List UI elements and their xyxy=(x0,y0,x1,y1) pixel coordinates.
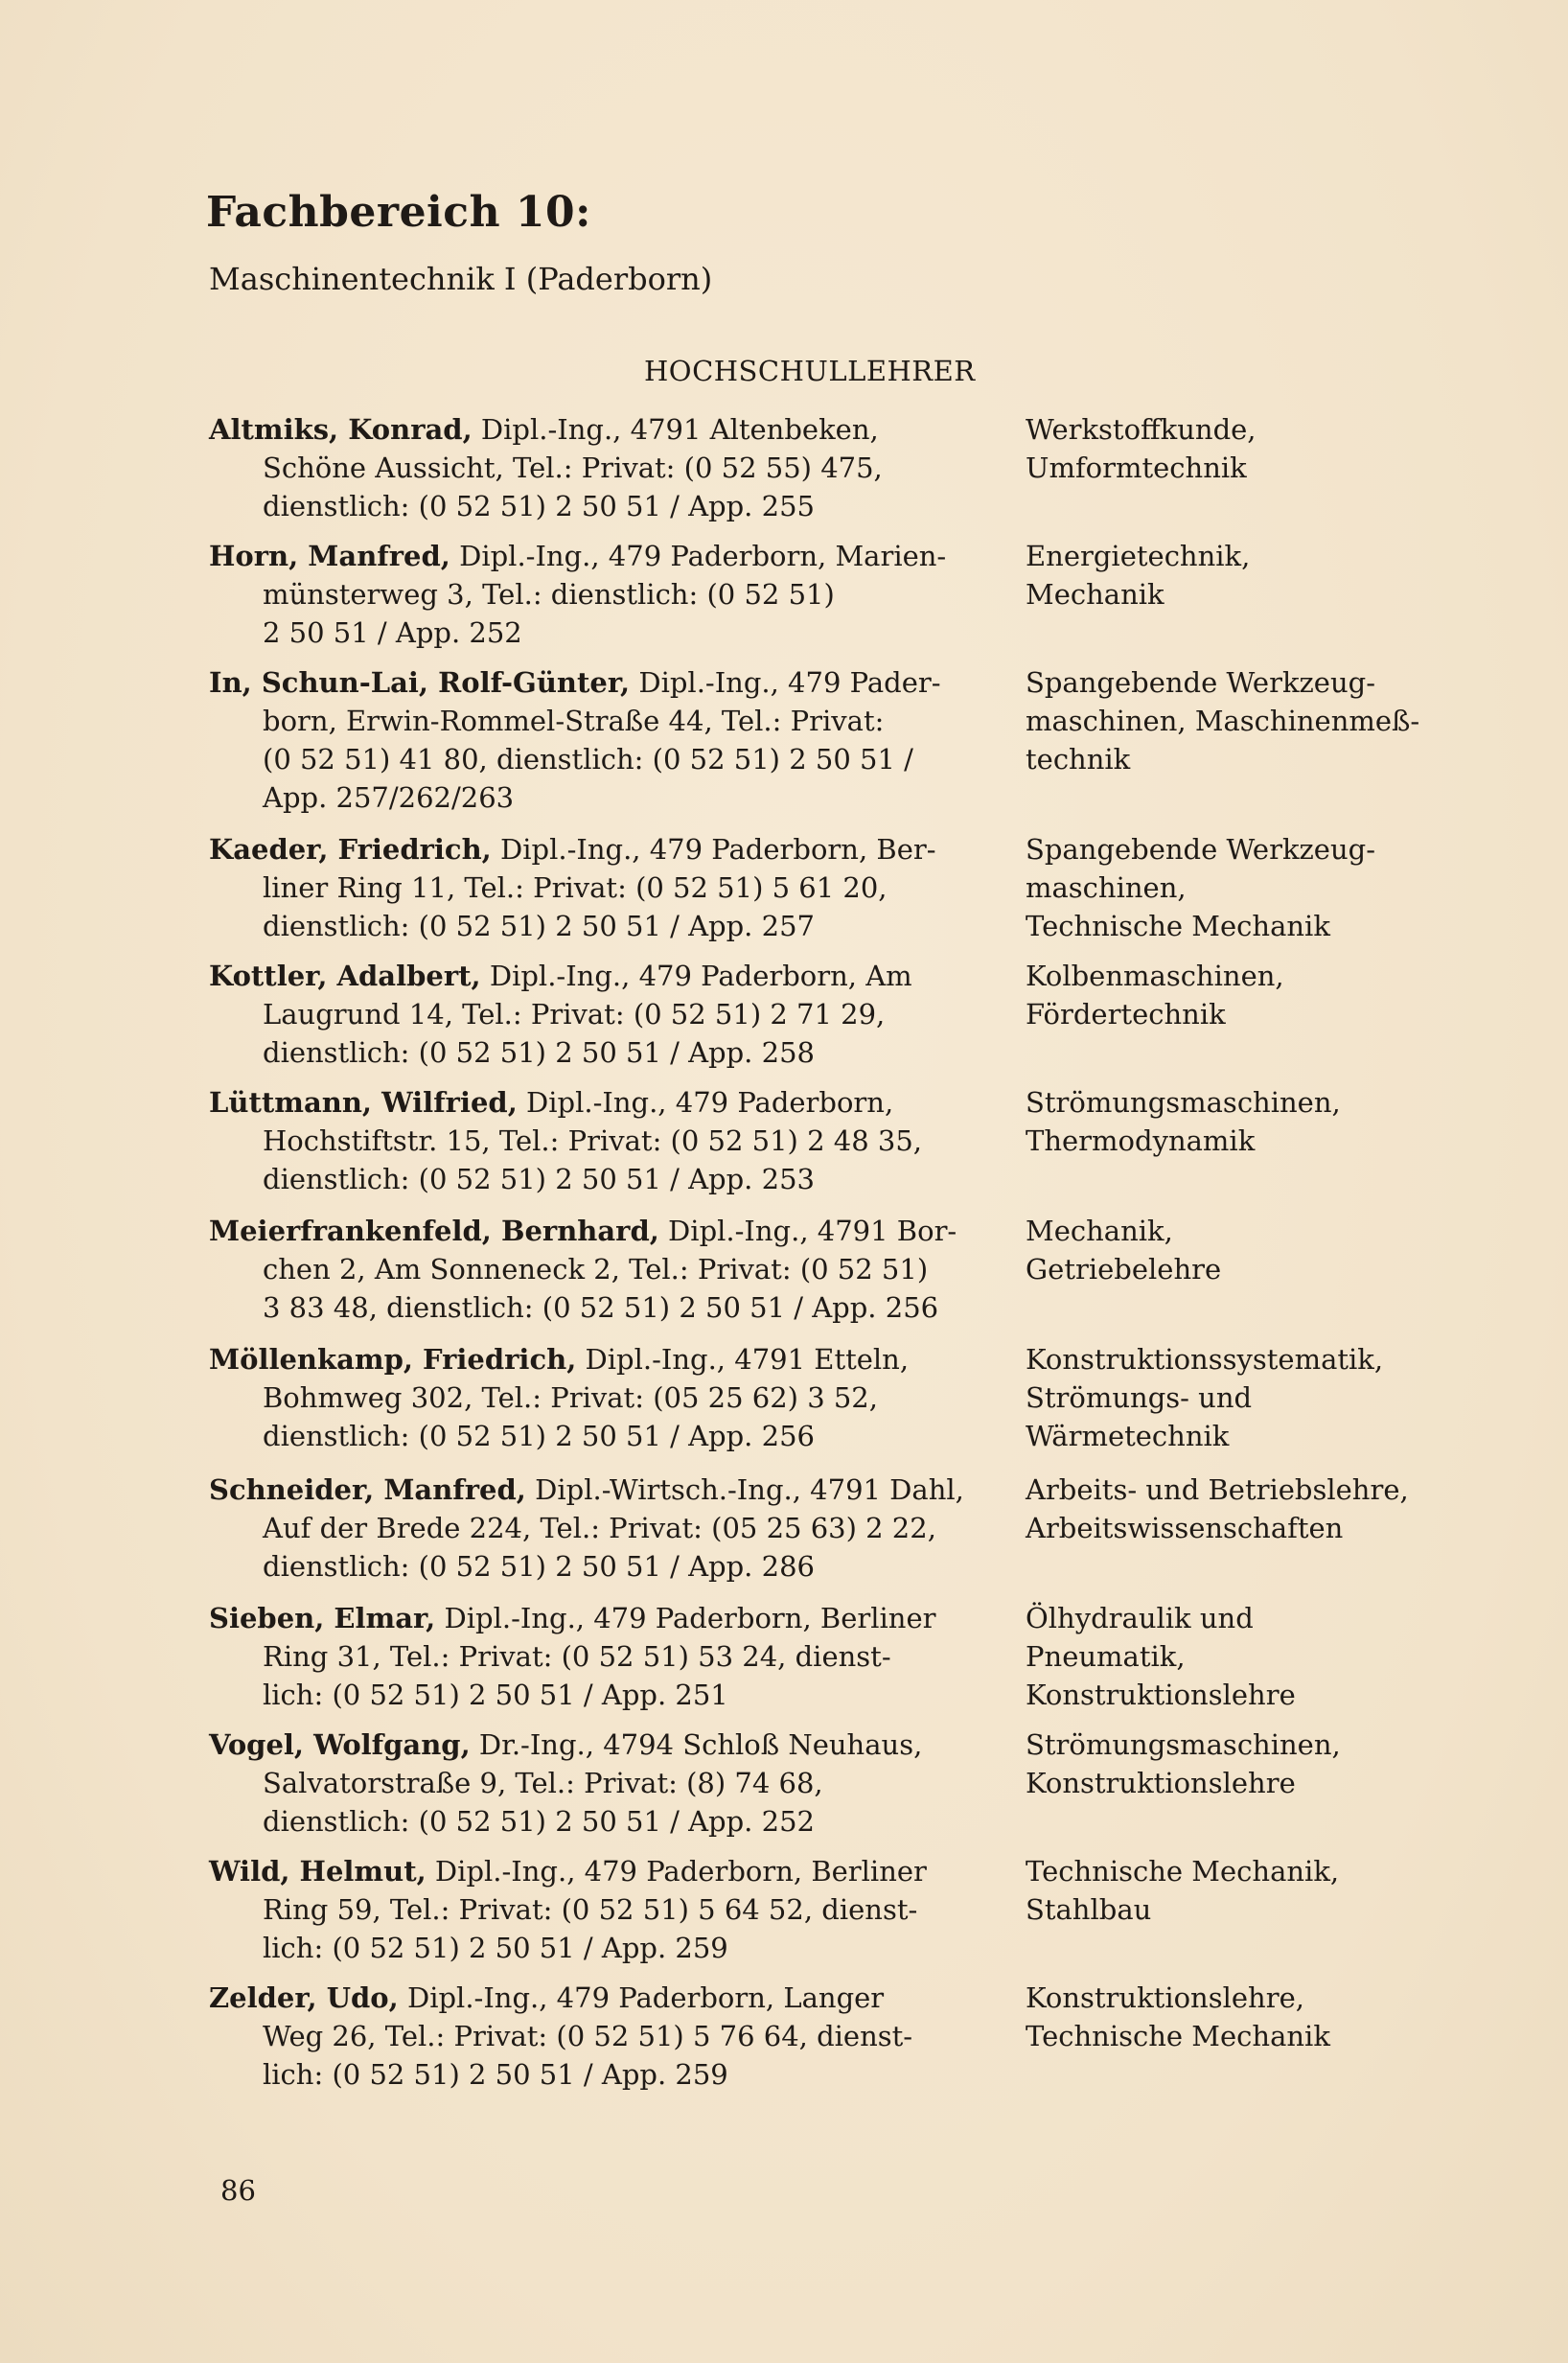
person-name: Möllenkamp, Friedrich, xyxy=(209,1343,577,1376)
entry-first-line xyxy=(209,410,995,449)
subject-area-line: Fördertechnik xyxy=(1026,998,1226,1031)
page-number: 86 xyxy=(220,2174,256,2207)
entry-continuation-line: Salvatorstraße 9, Tel.: Privat: (8) 74 68, xyxy=(263,1767,823,1799)
entry-first-line xyxy=(209,957,995,995)
entry-continuation-line: Auf der Brede 224, Tel.: Privat: (05 25 63) 2 22, xyxy=(263,1512,936,1544)
entry-line-text: Dipl.-Ing., 4791 Bor- xyxy=(658,1215,957,1247)
subject-area-line: maschinen, Maschinenmeß- xyxy=(1026,705,1420,737)
subject-areas xyxy=(1026,1599,1486,1714)
subject-area-line: Strömungsmaschinen, xyxy=(1026,1728,1341,1761)
subject-areas xyxy=(1026,663,1486,778)
subject-area-line: Konstruktionslehre, xyxy=(1026,1981,1304,2014)
subject-area-line: Arbeitswissenschaften xyxy=(1026,1512,1344,1544)
subject-area-line: Konstruktionslehre xyxy=(1026,1767,1296,1799)
entry-first-line xyxy=(209,1852,995,1890)
entry-continuation-line: chen 2, Am Sonneneck 2, Tel.: Privat: (0 52 51) xyxy=(263,1253,929,1286)
entry-line-text: Dr.-Ing., 4794 Schloß Neuhaus, xyxy=(470,1728,923,1761)
entry-continuation-line: 2 50 51 / App. 252 xyxy=(263,616,522,649)
subject-area-line: Ölhydraulik und xyxy=(1026,1602,1254,1634)
subject-area-line: Pneumatik, xyxy=(1026,1640,1186,1673)
entry-line-text: Dipl.-Ing., 479 Paderborn, Am xyxy=(480,960,912,992)
entry-details xyxy=(209,1083,995,1198)
entry-line-text: Dipl.-Ing., 479 Paderborn, Marien- xyxy=(450,540,947,572)
subject-areas xyxy=(1026,1726,1486,1802)
entry-details xyxy=(209,1212,995,1327)
subject-area-line: Mechanik xyxy=(1026,578,1164,611)
subject-area-line: technik xyxy=(1026,743,1131,776)
entry-details xyxy=(209,957,995,1072)
subject-area-line: Stahlbau xyxy=(1026,1893,1152,1926)
subject-areas xyxy=(1026,830,1486,945)
subject-areas xyxy=(1026,537,1486,614)
person-name: Sieben, Elmar, xyxy=(209,1602,436,1634)
person-name: Horn, Manfred, xyxy=(209,540,450,572)
entry-continuation-line: Weg 26, Tel.: Privat: (0 52 51) 5 76 64, dienst- xyxy=(263,2020,913,2052)
entry-first-line xyxy=(209,1979,995,2017)
subject-area-line: Technische Mechanik, xyxy=(1026,1855,1340,1888)
subject-area-line: Energietechnik, xyxy=(1026,540,1251,572)
subject-area-line: Konstruktionssystematik, xyxy=(1026,1343,1384,1376)
entry-line-text: Dipl.-Ing., 4791 Altenbeken, xyxy=(472,413,879,446)
entry-first-line xyxy=(209,537,995,575)
person-name: Kaeder, Friedrich, xyxy=(209,833,492,866)
entry-details xyxy=(209,537,995,652)
entry-details xyxy=(209,1852,995,1967)
entry-continuation-line: dienstlich: (0 52 51) 2 50 51 / App. 286 xyxy=(263,1550,815,1583)
entry-continuation-line: liner Ring 11, Tel.: Privat: (0 52 51) 5 61 20, xyxy=(263,871,888,904)
subject-area-line: Technische Mechanik xyxy=(1026,910,1330,942)
entry-details xyxy=(209,1471,995,1586)
entry-continuation-line: Bohmweg 302, Tel.: Privat: (05 25 62) 3 52, xyxy=(263,1381,878,1414)
subject-area-line: maschinen, xyxy=(1026,871,1187,904)
entry-first-line xyxy=(209,1471,995,1509)
entry-continuation-line: dienstlich: (0 52 51) 2 50 51 / App. 258 xyxy=(263,1036,815,1069)
person-name: In, Schun-Lai, Rolf-Günter, xyxy=(209,666,631,699)
subject-area-line: Spangebende Werkzeug- xyxy=(1026,666,1375,699)
entry-first-line xyxy=(209,663,995,702)
subject-areas xyxy=(1026,957,1486,1033)
entry-continuation-line: lich: (0 52 51) 2 50 51 / App. 251 xyxy=(263,1679,728,1711)
entry-continuation-line: Ring 59, Tel.: Privat: (0 52 51) 5 64 52, dienst- xyxy=(263,1893,918,1926)
subject-area-line: Arbeits- und Betriebslehre, xyxy=(1026,1473,1409,1506)
entry-first-line xyxy=(209,1340,995,1378)
entry-continuation-line: dienstlich: (0 52 51) 2 50 51 / App. 253 xyxy=(263,1163,815,1195)
subject-area-line: Umformtechnik xyxy=(1026,452,1247,484)
entry-continuation-line: Ring 31, Tel.: Privat: (0 52 51) 53 24, dienst- xyxy=(263,1640,891,1673)
subject-area-line: Kolbenmaschinen, xyxy=(1026,960,1284,992)
entry-line-text: Dipl.-Ing., 479 Paderborn, xyxy=(517,1086,894,1119)
subject-area-line: Wärmetechnik xyxy=(1026,1420,1230,1452)
person-name: Lüttmann, Wilfried, xyxy=(209,1086,518,1119)
entry-details xyxy=(209,1726,995,1841)
subject-areas xyxy=(1026,1852,1486,1929)
entry-continuation-line: lich: (0 52 51) 2 50 51 / App. 259 xyxy=(263,1932,728,1964)
person-name: Altmiks, Konrad, xyxy=(209,413,473,446)
entry-line-text: Dipl.-Ing., 479 Paderborn, Berliner xyxy=(435,1602,936,1634)
subject-area-line: Strömungs- und xyxy=(1026,1381,1253,1414)
entry-line-text: Dipl.-Ing., 479 Pader- xyxy=(630,666,941,699)
person-name: Meierfrankenfeld, Bernhard, xyxy=(209,1215,659,1247)
entry-first-line xyxy=(209,1083,995,1122)
entry-continuation-line: dienstlich: (0 52 51) 2 50 51 / App. 257 xyxy=(263,910,815,942)
person-name: Wild, Helmut, xyxy=(209,1855,427,1888)
entry-first-line xyxy=(209,1726,995,1764)
entry-continuation-line: dienstlich: (0 52 51) 2 50 51 / App. 252 xyxy=(263,1805,815,1838)
entry-line-text: Dipl.-Ing., 479 Paderborn, Berliner xyxy=(426,1855,927,1888)
subject-areas xyxy=(1026,1340,1486,1455)
entry-details xyxy=(209,1979,995,2094)
subject-area-line: Werkstoffkunde, xyxy=(1026,413,1257,446)
entry-line-text: Dipl.-Wirtsch.-Ing., 4791 Dahl, xyxy=(525,1473,964,1506)
entry-continuation-line: Schöne Aussicht, Tel.: Privat: (0 52 55) 475, xyxy=(263,452,883,484)
entry-line-text: Dipl.-Ing., 4791 Etteln, xyxy=(576,1343,910,1376)
subject-areas xyxy=(1026,410,1486,487)
person-name: Kottler, Adalbert, xyxy=(209,960,481,992)
entry-continuation-line: 3 83 48, dienstlich: (0 52 51) 2 50 51 / App. 256 xyxy=(263,1291,939,1324)
subject-area-line: Technische Mechanik xyxy=(1026,2020,1330,2052)
entry-details xyxy=(209,1340,995,1455)
subject-area-line: Getriebelehre xyxy=(1026,1253,1222,1286)
subject-area-line: Konstruktionslehre xyxy=(1026,1679,1296,1711)
entry-details xyxy=(209,1599,995,1714)
subject-area-line: Strömungsmaschinen, xyxy=(1026,1086,1341,1119)
entry-line-text: Dipl.-Ing., 479 Paderborn, Ber- xyxy=(491,833,936,866)
page-subheading: Maschinentechnik I (Paderborn) xyxy=(209,261,713,297)
subject-area-line: Mechanik, xyxy=(1026,1215,1173,1247)
entry-details xyxy=(209,410,995,525)
entry-continuation-line: App. 257/262/263 xyxy=(263,781,515,814)
person-name: Zelder, Udo, xyxy=(209,1981,399,2014)
person-name: Vogel, Wolfgang, xyxy=(209,1728,471,1761)
page-heading: Fachbereich 10: xyxy=(206,188,591,237)
subject-area-line: Spangebende Werkzeug- xyxy=(1026,833,1375,866)
person-name: Schneider, Manfred, xyxy=(209,1473,526,1506)
entry-first-line xyxy=(209,1212,995,1250)
subject-areas xyxy=(1026,1212,1486,1288)
entry-continuation-line: dienstlich: (0 52 51) 2 50 51 / App. 255 xyxy=(263,490,815,522)
entry-details xyxy=(209,830,995,945)
entry-continuation-line: born, Erwin-Rommel-Straße 44, Tel.: Privat: xyxy=(263,705,885,737)
entry-continuation-line: (0 52 51) 41 80, dienstlich: (0 52 51) 2 50 51 / xyxy=(263,743,913,776)
entry-continuation-line: Hochstiftstr. 15, Tel.: Privat: (0 52 51) 2 48 35, xyxy=(263,1124,922,1157)
entry-line-text: Dipl.-Ing., 479 Paderborn, Langer xyxy=(398,1981,885,2014)
entry-continuation-line: dienstlich: (0 52 51) 2 50 51 / App. 256 xyxy=(263,1420,815,1452)
entry-first-line xyxy=(209,830,995,869)
entry-continuation-line: lich: (0 52 51) 2 50 51 / App. 259 xyxy=(263,2058,728,2091)
subject-area-line: Thermodynamik xyxy=(1026,1124,1256,1157)
entry-continuation-line: Laugrund 14, Tel.: Privat: (0 52 51) 2 71 29, xyxy=(263,998,886,1031)
subject-areas xyxy=(1026,1083,1486,1160)
entry-first-line xyxy=(209,1599,995,1637)
subject-areas xyxy=(1026,1979,1486,2055)
section-label: HOCHSCHULLEHRER xyxy=(644,355,976,387)
entry-details xyxy=(209,663,995,817)
subject-areas xyxy=(1026,1471,1486,1547)
entry-continuation-line: münsterweg 3, Tel.: dienstlich: (0 52 51) xyxy=(263,578,835,611)
